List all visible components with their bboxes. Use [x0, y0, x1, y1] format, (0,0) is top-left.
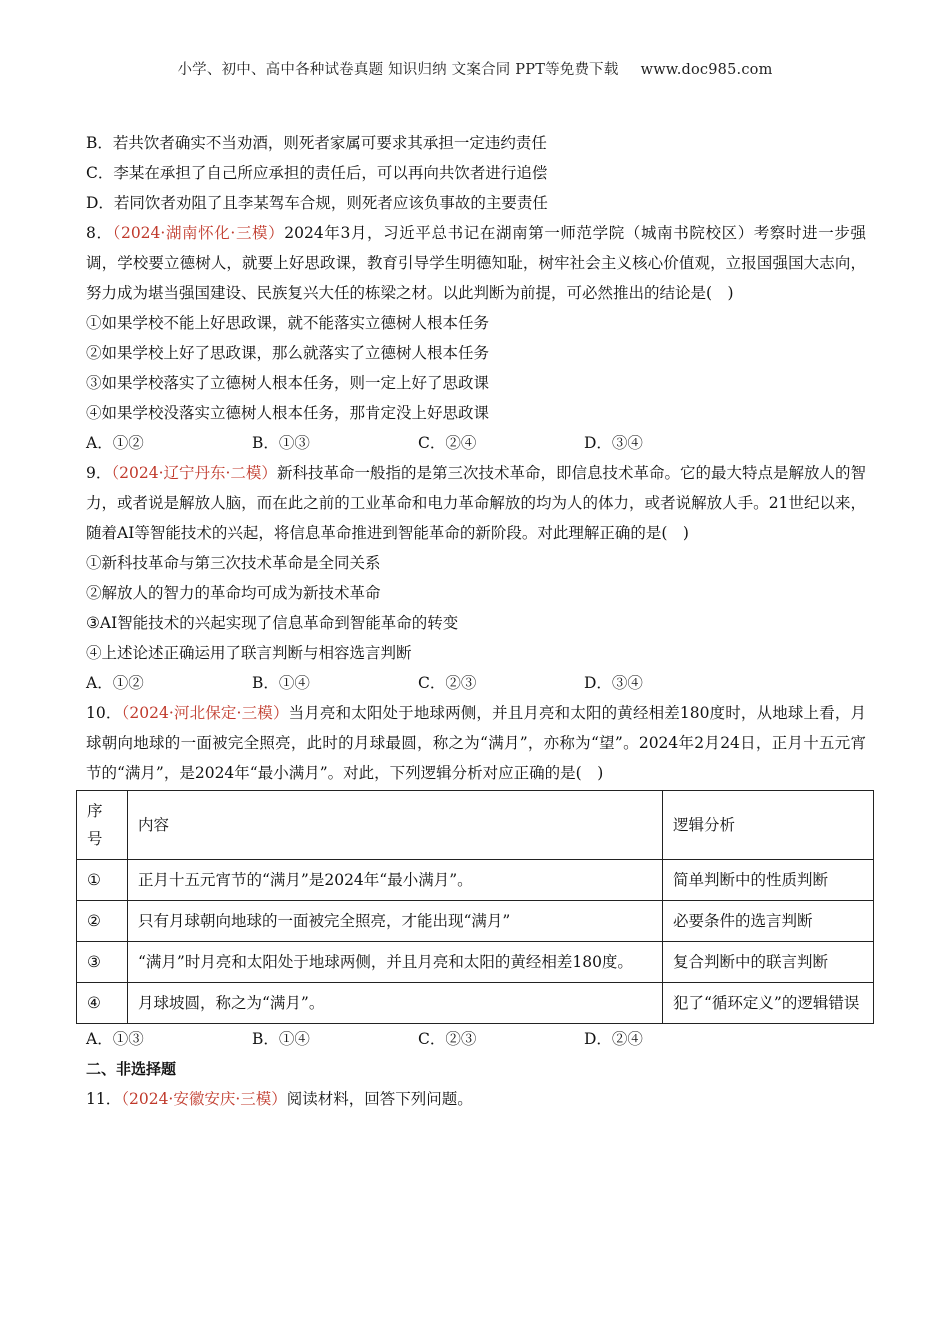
q11-number: 11．: [86, 1090, 122, 1108]
q9-item-3: ③AI智能技术的兴起实现了信息革命到智能革命的转变: [86, 614, 459, 632]
page-header: [0, 58, 950, 79]
q10-text: 当月亮和太阳处于地球两侧，并且月亮和太阳的黄经相差180度时，从地球上看，月球朝向地球的一面被完全照亮，此时的月球最圆，称之为“满月”，亦称为“望”。2024年2月24日，正月十五元宵节的“满月”，是2024年“最小满月”。对此，下列逻辑分析对应正确的是( ): [86, 704, 866, 782]
q10-options: [86, 1024, 866, 1054]
header-analysis: 逻辑分析: [663, 791, 874, 860]
q9-options: [86, 668, 866, 698]
q8-number: 8．: [86, 224, 113, 242]
row-index: ①: [77, 860, 128, 901]
row-index: ③: [77, 942, 128, 983]
q9-item-4: ④上述论述正确运用了联言判断与相容选言判断: [86, 644, 412, 662]
q8-options: [86, 428, 866, 458]
exam-content: [86, 128, 866, 1114]
header-site[interactable]: www.doc985.com: [640, 62, 773, 78]
row-analysis: 复合判断中的联言判断: [663, 942, 874, 983]
q10-stem: [86, 698, 866, 788]
header-text: 小学、初中、高中各种试卷真题 知识归纳 文案合同 PPT等免费下载: [177, 62, 619, 78]
q9-item-1: ①新科技革命与第三次技术革命是全同关系: [86, 554, 381, 572]
q11-stem: [86, 1084, 866, 1114]
q8-stem: [86, 218, 866, 308]
q10-table: [76, 790, 874, 1024]
table-row: [77, 942, 874, 983]
q10-option-d[interactable]: D．②④: [584, 1030, 643, 1048]
row-content: “满月”时月亮和太阳处于地球两侧，并且月亮和太阳的黄经相差180度。: [128, 942, 663, 983]
section-title: 二、非选择题: [86, 1060, 177, 1078]
q9-stem: [86, 458, 866, 548]
q7-option-c: C．李某在承担了自己所应承担的责任后，可以再向共饮者进行追偿: [86, 164, 548, 182]
q8-text: 2024年3月，习近平总书记在湖南第一师范学院（城南书院校区）考察时进一步强调，学校要立德树人，就要上好思政课，教育引导学生明德知耻，树牢社会主义核心价值观，立报国强国大志向，努力成为堪当强国建设、民族复兴大任的栋梁之材。以此判断为前提，可必然推出的结论是( ): [86, 224, 866, 302]
q9-option-a[interactable]: A．①②: [86, 674, 144, 692]
row-analysis: 简单判断中的性质判断: [663, 860, 874, 901]
row-content: 只有月球朝向地球的一面被完全照亮，才能出现“满月”: [128, 901, 663, 942]
q8-option-d[interactable]: D．③④: [584, 434, 643, 452]
q7-option-b: B．若共饮者确实不当劝酒，则死者家属可要求其承担一定违约责任: [86, 134, 547, 152]
q8-option-b[interactable]: B．①③: [252, 434, 310, 452]
q9-option-d[interactable]: D．③④: [584, 674, 643, 692]
q8-item-1: ①如果学校不能上好思政课，就不能落实立德树人根本任务: [86, 314, 490, 332]
header-content: 内容: [128, 791, 663, 860]
table-row: [77, 860, 874, 901]
q8-option-a[interactable]: A．①②: [86, 434, 144, 452]
q8-source: （2024·湖南怀化·三模）: [112, 224, 285, 242]
q9-source: （2024·辽宁丹东·二模）: [111, 464, 277, 482]
q8-item-2: ②如果学校上好了思政课，那么就落实了立德树人根本任务: [86, 344, 490, 362]
row-content: 月球坡圆，称之为“满月”。: [128, 983, 663, 1024]
q7-option-d: D．若同饮者劝阻了且李某驾车合规，则死者应该负事故的主要责任: [86, 194, 548, 212]
table-row: [77, 901, 874, 942]
q10-option-b[interactable]: B．①④: [252, 1030, 310, 1048]
q9-option-b[interactable]: B．①④: [252, 674, 310, 692]
q9-text: 新科技革命一般指的是第三次技术革命，即信息技术革命。它的最大特点是解放人的智力，或者说是解放人脑，而在此之前的工业革命和电力革命解放的均为人的体力，或者说解放人手。21世纪以来，随着AI等智能技术的兴起，将信息革命推进到智能革命的新阶段。对此理解正确的是( ): [86, 464, 866, 542]
row-index: ②: [77, 901, 128, 942]
q9-number: 9．: [86, 464, 112, 482]
q11-source: （2024·安徽安庆·三模）: [121, 1090, 287, 1108]
row-analysis: 犯了“循环定义”的逻辑错误: [663, 983, 874, 1024]
q10-option-a[interactable]: A．①③: [86, 1030, 144, 1048]
table-header-row: [77, 791, 874, 860]
row-content: 正月十五元宵节的“满月”是2024年“最小满月”。: [128, 860, 663, 901]
q9-item-2: ②解放人的智力的革命均可成为新技术革命: [86, 584, 381, 602]
q11-text: 阅读材料，回答下列问题。: [286, 1090, 473, 1108]
row-index: ④: [77, 983, 128, 1024]
q8-option-c[interactable]: C．②④: [418, 434, 477, 452]
q10-number: 10．: [86, 704, 122, 722]
header-index: 序号: [77, 791, 128, 860]
q10-source: （2024·河北保定·三模）: [121, 704, 289, 722]
q8-item-3: ③如果学校落实了立德树人根本任务，则一定上好了思政课: [86, 374, 490, 392]
q8-item-4: ④如果学校没落实立德树人根本任务，那肯定没上好思政课: [86, 404, 490, 422]
row-analysis: 必要条件的选言判断: [663, 901, 874, 942]
q10-option-c[interactable]: C．②③: [418, 1030, 477, 1048]
table-row: [77, 983, 874, 1024]
q9-option-c[interactable]: C．②③: [418, 674, 477, 692]
